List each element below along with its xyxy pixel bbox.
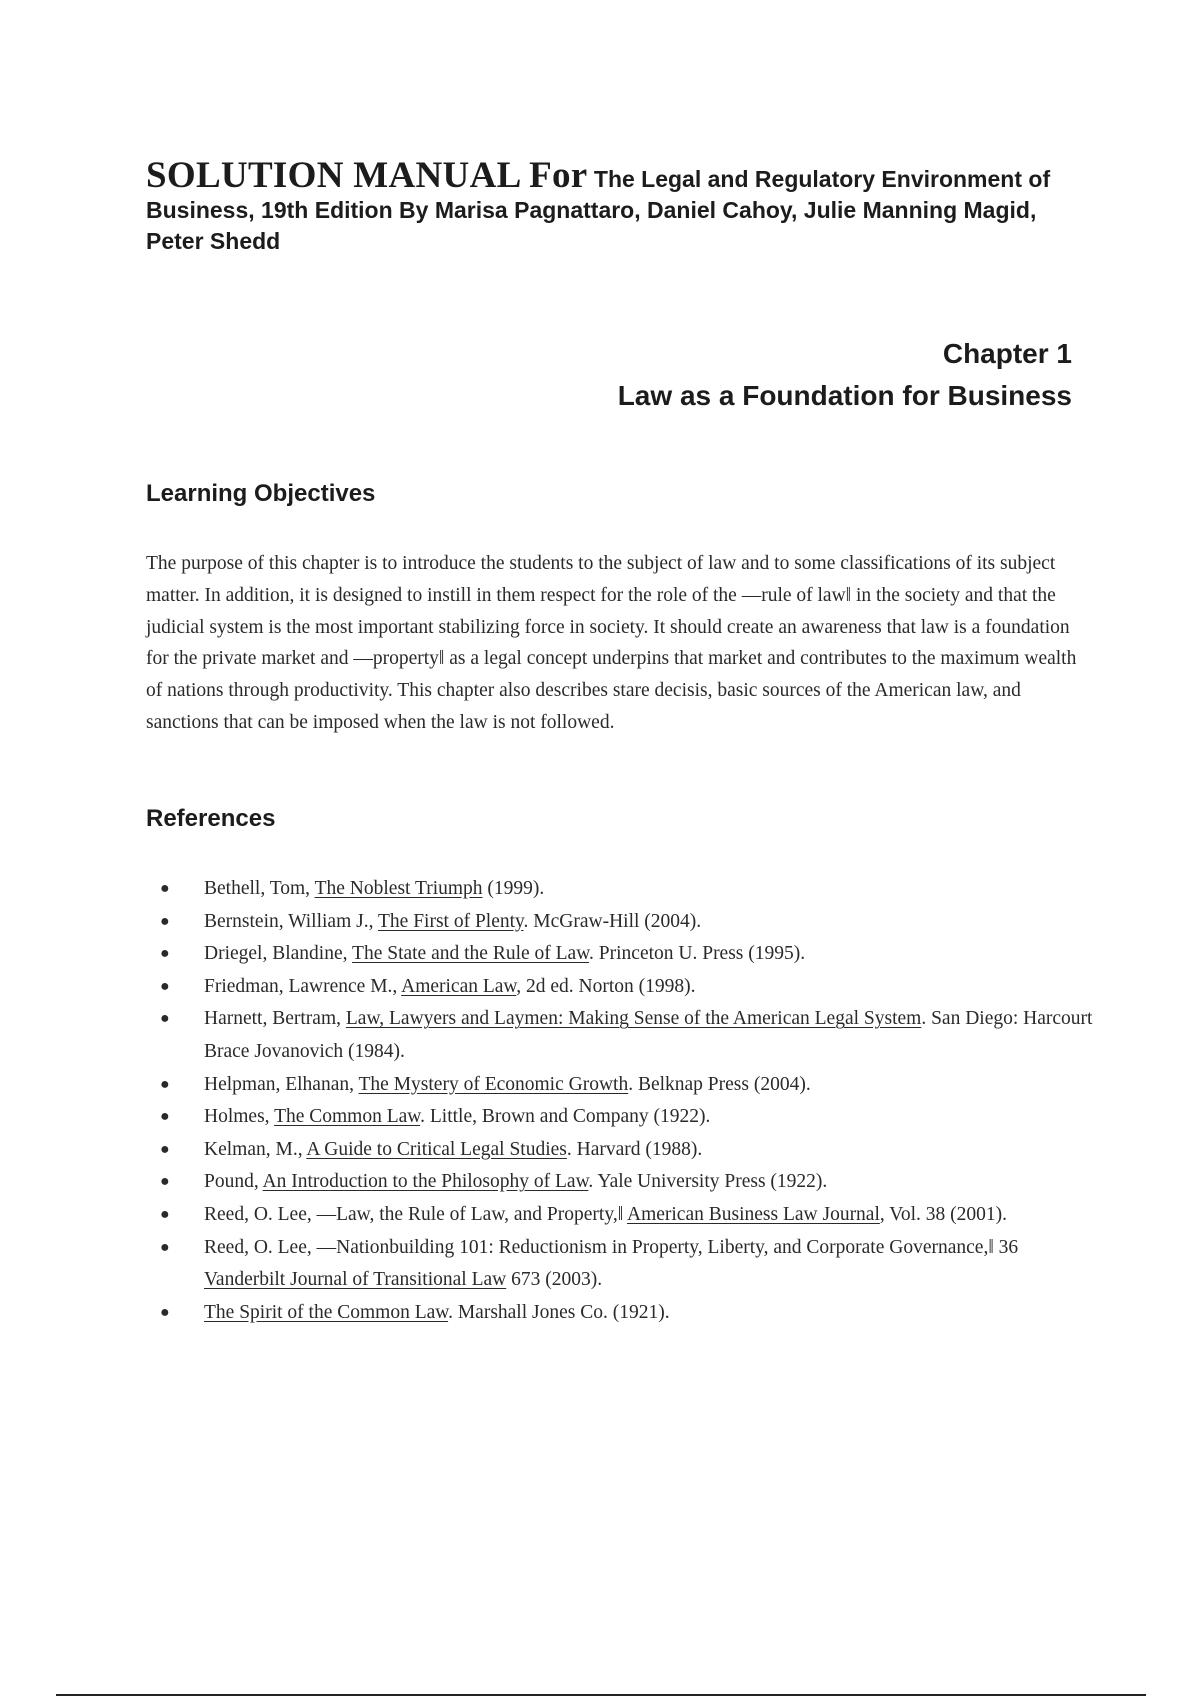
reference-item: ● The Spirit of the Common Law. Marshall Jones Co. (1921). [146, 1297, 1096, 1330]
reference-title: An Introduction to the Philosophy of Law [262, 1171, 589, 1193]
reference-item: ● Reed, O. Lee, —Law, the Rule of Law, and Property,‖ American Business Law Journal, Vol. 38 (2001). [146, 1199, 1096, 1232]
reference-title: The Common Law [274, 1106, 421, 1128]
document-title [146, 155, 1096, 257]
reference-title: American Business Law Journal [626, 1203, 880, 1225]
bottom-divider [56, 1694, 1146, 1696]
bullet-icon: ● [160, 1303, 170, 1321]
chapter-number: Chapter 1 [942, 338, 1072, 369]
bullet-icon: ● [160, 880, 170, 897]
learning-objectives-paragraph: The purpose of this chapter is to introduce the students to the subject of law and to some classifications of its subject matter. In addition, it is designed to instill in them respect for the role of the —rule of law‖ in the society and that the judicial system is the most important stabilizing force in society. It should create an awareness that law is a foundation for the private market and —property‖ as a legal concept underpins that market and contributes to the maximum wealth of nations through productivity. This chapter also describes stare decisis, basic sources of the American law, and sanctions that can be imposed when the law is not followed. [146, 553, 1077, 733]
learning-objectives-heading: Learning Objectives [146, 480, 376, 507]
reference-title: A Guide to Critical Legal Studies [306, 1138, 567, 1160]
bullet-icon: ● [160, 1238, 170, 1256]
reference-item: ● Friedman, Lawrence M., American Law, 2d ed. Norton (1998). [146, 971, 1096, 1004]
bullet-icon: ● [160, 1140, 170, 1158]
reference-item: ● Reed, O. Lee, —Nationbuilding 101: Reductionism in Property, Liberty, and Corporate Governance,‖ 36 Vanderbilt Journal of Transitional Law 673 (2003). [146, 1232, 1096, 1297]
reference-item: ● Harnett, Bertram, Law, Lawyers and Laymen: Making Sense of the American Legal System. San Diego: Harcourt Brace Jovanovich (1984). [146, 1003, 1096, 1068]
reference-title: The Spirit of the Common Law [204, 1301, 449, 1323]
bullet-icon: ● [160, 912, 170, 930]
reference-title: The State and the Rule of Law [352, 943, 590, 965]
bullet-icon: ● [160, 1075, 170, 1093]
reference-item: ● Pound, An Introduction to the Philosophy of Law. Yale University Press (1922). [146, 1166, 1096, 1199]
reference-item: ● Kelman, M., A Guide to Critical Legal Studies. Harvard (1988). [146, 1134, 1096, 1167]
references-heading: References [146, 805, 276, 832]
bullet-icon: ● [160, 945, 170, 963]
bullet-icon: ● [160, 1108, 170, 1126]
reference-title: The First of Plenty [378, 910, 524, 932]
chapter-title: Law as a Foundation for Business [617, 380, 1072, 411]
bullet-icon: ● [160, 977, 170, 995]
reference-item: ● Driegel, Blandine, The State and the Rule of Law. Princeton U. Press (1995). [146, 938, 1096, 971]
references-list [146, 873, 1096, 1329]
title-solution-manual: SOLUTION MANUAL For [146, 155, 588, 196]
title-book-info: The Legal and Regulatory Environment of Business, 19th Edition By Marisa Pagnattaro, Daniel Cahoy, Julie Manning Magid, Peter Shedd [146, 166, 1051, 254]
reference-title: Vanderbilt Journal of Transitional Law [204, 1269, 507, 1291]
bullet-icon: ● [160, 1173, 170, 1191]
reference-title: The Mystery of Economic Growth [358, 1073, 629, 1095]
bullet-icon: ● [160, 1205, 170, 1223]
reference-item: ● Bernstein, William J., The First of Plenty. McGraw-Hill (2004). [146, 906, 1096, 939]
chapter-heading [618, 333, 1072, 417]
reference-item: ● Bethell, Tom, The Noblest Triumph (1999). [146, 873, 1096, 906]
reference-title: American Law [401, 975, 517, 997]
reference-title: Law, Lawyers and Laymen: Making Sense of the American Legal System [345, 1008, 922, 1030]
reference-title: The Noblest Triumph [314, 878, 483, 899]
bullet-icon: ● [160, 1010, 170, 1028]
reference-item: ● Helpman, Elhanan, The Mystery of Economic Growth. Belknap Press (2004). [146, 1069, 1096, 1102]
reference-item: ● Holmes, The Common Law. Little, Brown and Company (1922). [146, 1101, 1096, 1134]
